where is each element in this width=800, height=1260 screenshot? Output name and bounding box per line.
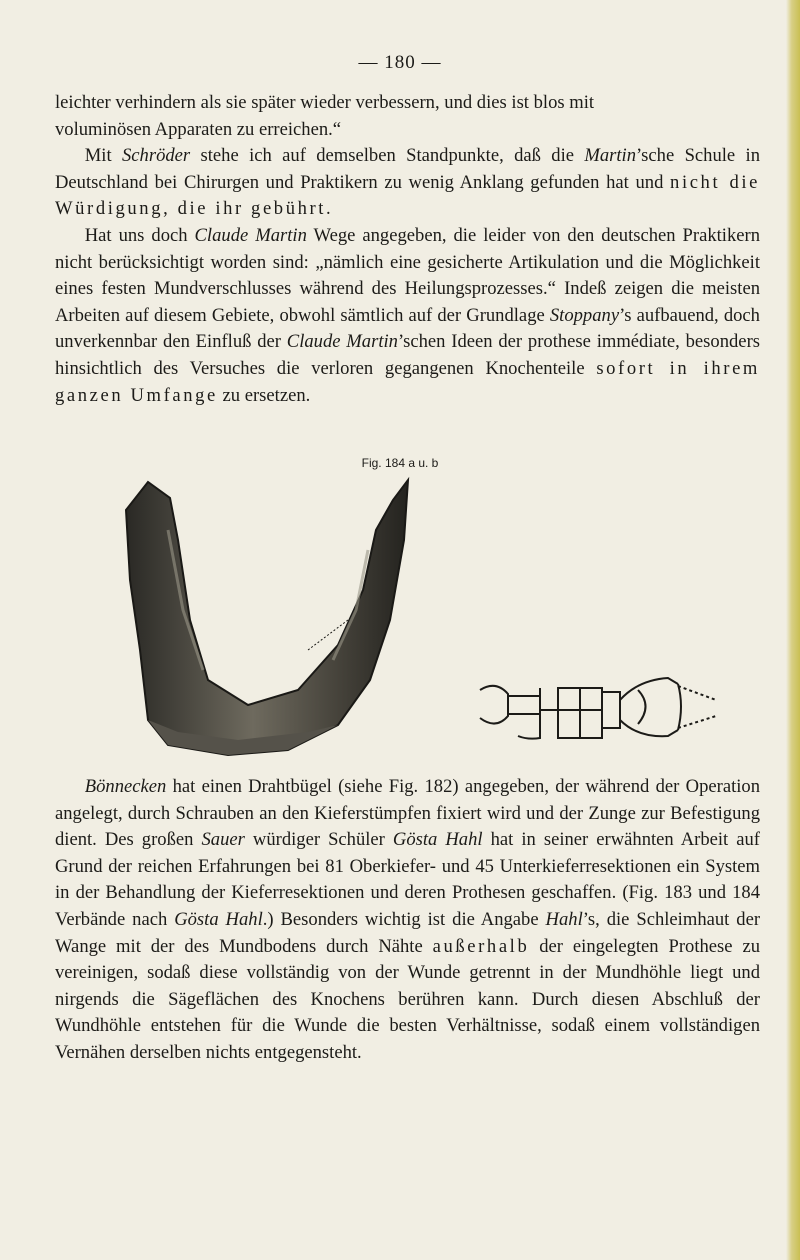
figure-caption: Fig. 184 a u. b — [361, 456, 439, 470]
author-name: Sauer — [201, 829, 245, 851]
author-name: Martin — [584, 145, 637, 167]
paragraph-1-line-1: leichter verhindern als sie später wieder verbessern, und dies ist blos mit — [55, 92, 595, 113]
author-name: Gösta Hahl — [392, 829, 483, 851]
spaced-emphasis: außerhalb — [432, 935, 530, 957]
bracket-splint-illustration — [478, 660, 718, 740]
mandible-prosthesis-illustration — [108, 470, 428, 760]
spaced-emphasis: sofort in ihrem ganzen Umfange — [55, 357, 760, 406]
author-name: Hahl — [545, 908, 583, 930]
page-edge — [786, 0, 800, 1260]
paragraph-3: Hat uns doch Claude Martin Wege angegeben, die leider von den deutschen Praktikern nicht berücksichtigt worden sind: „nämlich eine gesicherte Artikulation und die Möglichkeit eines festen Mundverschlusses während des Heilungsprozesses.“ Indeß zeigen die meisten Arbeiten auf diesem Gebiete, obwohl sämtlich auf der Grundlage Stoppany’s aufbauend, doch unverkennbar den Einfluß der Claude Martin’schen Ideen der prothese immédiate, besonders hinsichtlich des Versuches die verloren gegangenen Knochenteile sofort in ihrem ganzen Umfange zu ersetzen. — [55, 224, 761, 406]
author-name: Gösta Hahl — [174, 908, 263, 930]
author-name: Claude Martin — [286, 331, 398, 353]
paragraph-1-line-2: voluminösen Apparaten zu erreichen.“ — [55, 118, 342, 140]
paragraph-2: Mit Schröder stehe ich auf demselben Standpunkte, daß die Martin’sche Schule in Deutschland bei Chirurgen und Praktikern zu wenig Anklang gefunden hat und nicht die Würdigung, die ihr gebührt. — [55, 145, 761, 220]
author-name: Stoppany — [549, 304, 620, 326]
paragraph-4: Bönnecken hat einen Drahtbügel (siehe Fig. 182) angegeben, der während der Operation angelegt, durch Schrauben an den Kieferstümpfen fixiert wird und der Zunge zur Befestigung dient. Des großen Sauer würdiger Schüler Gösta Hahl hat in seiner erwähnten Arbeit auf Grund der reichen Erfahrungen bei 81 Oberkiefer- und 45 Unterkieferresektionen ein System in der Behandlung der Kieferresektionen und deren Prothesen geschaffen. (Fig. 183 und 184 Verbände nach Gösta Hahl.) Besonders wichtig ist die Angabe Hahl’s, die Schleimhaut der Wange mit der des Mundbodens durch Nähte außerhalb der eingelegten Prothese zu vereinigen, sodaß diese vollständig von der Wunde getrennt in der Mundhöhle liegt und nirgends die Sägeflächen des Knochens berühren kann. Durch diesen Abschluß der Wundhöhle entstehen für die Wunde die besten Verhältnisse, sodaß einem vollständigen Vernähen derselben nichts entgegensteht. — [55, 776, 761, 1063]
text-block-bottom — [55, 774, 760, 1067]
page-number: — 180 — — [358, 52, 442, 73]
author-name: Bönnecken — [84, 776, 167, 797]
paragraph-1 — [55, 90, 760, 143]
text-block-top — [55, 90, 760, 409]
author-name: Schröder — [121, 145, 191, 167]
spaced-emphasis: nicht die Würdigung, die ihr gebührt. — [55, 171, 760, 220]
author-name: Claude Martin — [194, 224, 307, 246]
